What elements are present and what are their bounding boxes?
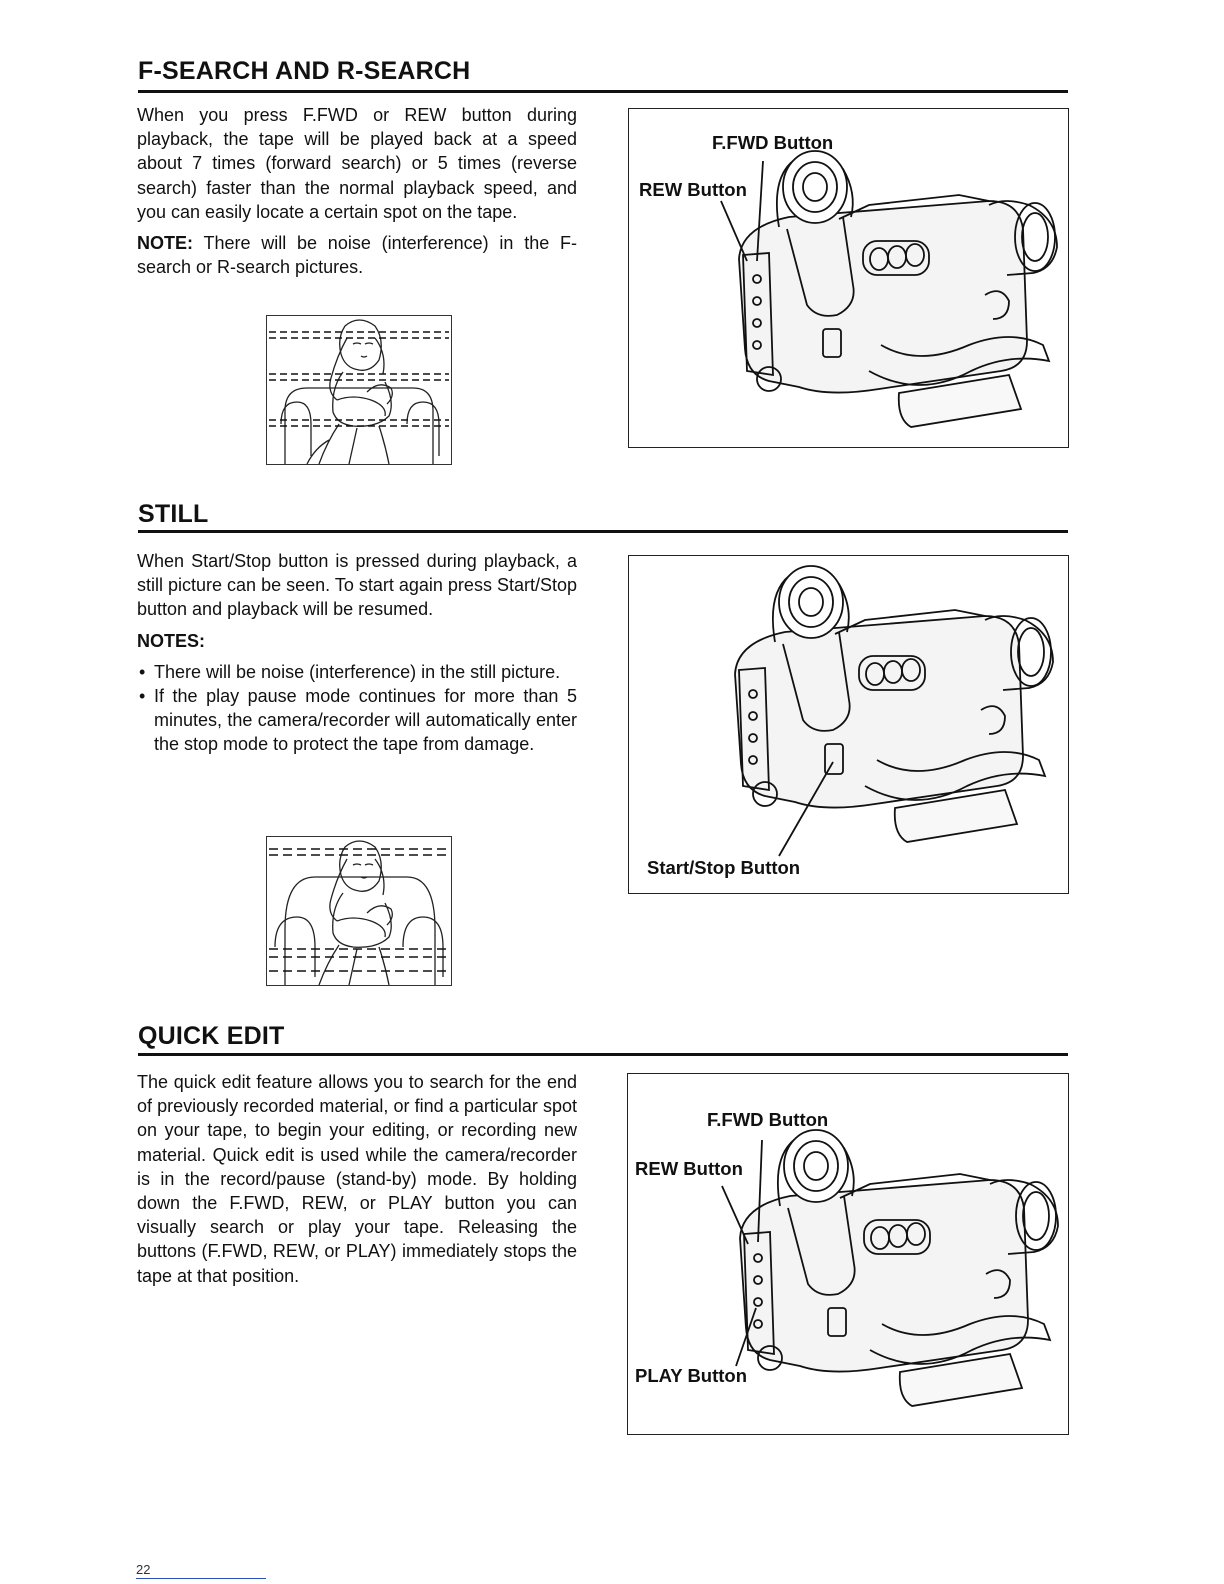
- search-body: When you press F.FWD or REW button during playback, the tape will be played back at a speed about 7 times (forward search) or 5 times (reverse search) faster than the normal playback speed, and you can easily locate a certain spot on the tape.: [137, 105, 577, 222]
- label-play-button: PLAY Button: [635, 1365, 748, 1386]
- section-title-quick-edit: QUICK EDIT: [138, 1022, 285, 1050]
- still-body: When Start/Stop button is pressed during playback, a still picture can be seen. To start again press Start/Stop button and playback will be resumed.: [137, 551, 577, 620]
- quick-edit-text: [137, 1070, 577, 1295]
- list-item: • If the play pause mode continues for more than 5 minutes, the camera/recorder will automatically enter the stop mode to protect the tape from damage.: [137, 684, 577, 757]
- tv-screen-still-illustration: [266, 836, 452, 986]
- notes-label: NOTES:: [137, 630, 206, 651]
- footer-rule: [136, 1578, 266, 1579]
- list-item: • There will be noise (interference) in the still picture.: [137, 660, 577, 684]
- section-rule: [138, 1053, 1068, 1056]
- note-label: NOTE:: [137, 233, 193, 254]
- tv-screen-noise-illustration: [266, 315, 452, 465]
- camcorder-figure-search: [628, 108, 1069, 448]
- page-number: 22: [136, 1562, 151, 1577]
- quick-edit-body: The quick edit feature allows you to search for the end of previously recorded material, or find a particular spot on your tape, to begin your editing, or recording new material. Quick edit is used while the camera/recorder is in the record/pause (stand-by) mode. By holding down the F.FWD, REW, or PLAY button you can visually search or play your tape. Releasing the buttons (F.FWD, REW, or PLAY) immediately stops the tape at that position.: [137, 1072, 577, 1286]
- woman-on-sofa-icon: [267, 837, 451, 985]
- label-rew-button: REW Button: [639, 179, 747, 200]
- search-note: [137, 231, 577, 279]
- camcorder-figure-still: [628, 555, 1069, 894]
- section-title-search: F-SEARCH AND R-SEARCH: [138, 57, 471, 85]
- camcorder-icon: [629, 556, 1068, 893]
- section-rule: [138, 530, 1068, 533]
- label-start-stop-button: Start/Stop Button: [647, 857, 801, 878]
- section-rule: [138, 90, 1068, 93]
- woman-on-sofa-icon: [267, 316, 451, 464]
- note-text: There will be noise (interference) in the F-search or R-search pictures.: [137, 233, 577, 278]
- label-ffwd-button: F.FWD Button: [707, 1109, 829, 1130]
- notes-list: [137, 660, 577, 757]
- search-text: [137, 103, 577, 286]
- still-text: [137, 549, 577, 757]
- section-title-still: STILL: [138, 500, 209, 528]
- camcorder-icon: [629, 109, 1068, 447]
- label-ffwd-button: F.FWD Button: [712, 132, 834, 153]
- label-rew-button: REW Button: [635, 1158, 743, 1179]
- camcorder-figure-quick-edit: [627, 1073, 1069, 1435]
